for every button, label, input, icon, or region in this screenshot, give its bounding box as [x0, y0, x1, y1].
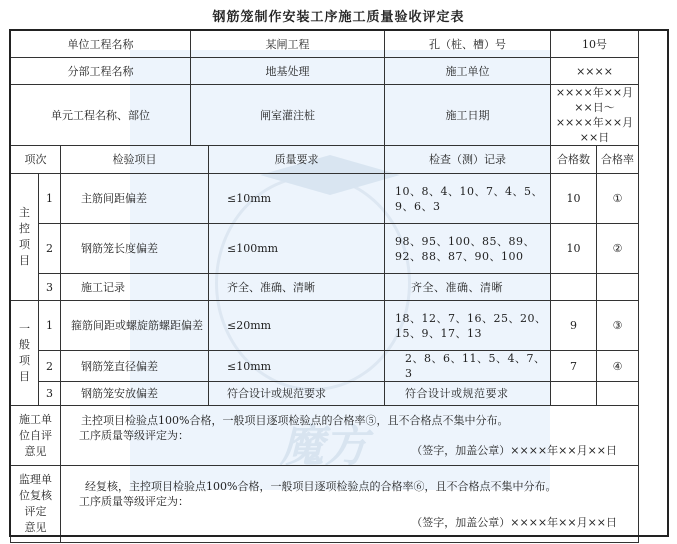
main-group-label: 主 控 项 目 — [11, 174, 39, 301]
pass-rate — [597, 382, 639, 406]
self-eval-statement: 主控项目检验点100%合格，一般项目逐项检验点的合格率⑤，且不合格点不集中分布。 — [81, 414, 509, 427]
check-item: 钢筋笼直径偏差 — [61, 351, 209, 382]
check-item: 钢筋笼长度偏差 — [61, 224, 209, 274]
supervisor-eval-signature: （签字，加盖公章）××××年××月××日 — [411, 515, 617, 529]
table-row — [11, 274, 639, 301]
row-no: 2 — [39, 351, 61, 382]
self-eval-content — [61, 406, 639, 466]
contractor-label: 施工单位 — [385, 58, 551, 85]
pass-rate — [597, 274, 639, 301]
table-row — [11, 301, 639, 351]
pass-count — [551, 274, 597, 301]
record: 18、12、7、16、25、20、15、9、17、13 — [385, 301, 551, 351]
row-no: 3 — [39, 274, 61, 301]
col-record: 检查（测）记录 — [385, 146, 551, 174]
table-row — [11, 351, 639, 382]
col-item: 项次 — [11, 146, 61, 174]
form-title: 钢筋笼制作安装工序施工质量验收评定表 — [212, 10, 465, 25]
table-row — [11, 224, 639, 274]
general-group-label: 一 般 项 目 — [11, 301, 39, 406]
pass-rate: ③ — [597, 301, 639, 351]
self-eval-signature: （签字，加盖公章）××××年××月××日 — [411, 444, 617, 457]
row-no: 2 — [39, 224, 61, 274]
unit-name-value: 闸室灌注桩 — [191, 85, 385, 146]
self-eval-label: 施工单 位自评 意见 — [11, 406, 61, 466]
pass-rate: ② — [597, 224, 639, 274]
record: 齐全、准确、清晰 — [385, 274, 551, 301]
row-no: 3 — [39, 382, 61, 406]
date-end: ××××年××月××日 — [555, 116, 634, 144]
requirement: 齐全、准确、清晰 — [209, 274, 385, 301]
record: 10、8、4、10、7、4、5、9、6、3 — [385, 174, 551, 224]
row-no: 1 — [39, 174, 61, 224]
supervisor-eval-grade: 工序质量等级评定为： — [79, 494, 189, 508]
col-check-item: 检验项目 — [61, 146, 209, 174]
record: 2、8、6、11、5、4、7、3 — [385, 351, 551, 382]
record: 98、95、100、85、89、92、88、87、90、100 — [385, 224, 551, 274]
pass-count: 10 — [551, 224, 597, 274]
date-label: 施工日期 — [385, 85, 551, 146]
pile-value: 10号 — [551, 31, 639, 58]
col-pass-rate: 合格率 — [597, 146, 639, 174]
self-eval-grade: 工序质量等级评定为： — [79, 429, 189, 442]
pass-count — [551, 382, 597, 406]
supervisor-eval-content — [61, 466, 639, 543]
division-value: 地基处理 — [191, 58, 385, 85]
col-requirement: 质量要求 — [209, 146, 385, 174]
check-item: 施工记录 — [61, 274, 209, 301]
pass-rate: ④ — [597, 351, 639, 382]
record: 符合设计或规范要求 — [385, 382, 551, 406]
pile-label: 孔（桩、槽）号 — [385, 31, 551, 58]
division-label: 分部工程名称 — [11, 58, 191, 85]
supervisor-eval-statement: 经复核，主控项目检验点100%合格，一般项目逐项检验点的合格率⑥，且不合格点不集中分布。 — [85, 479, 557, 493]
col-pass-count: 合格数 — [551, 146, 597, 174]
check-item: 钢筋笼安放偏差 — [61, 382, 209, 406]
requirement: ≤10mm — [209, 174, 385, 224]
table-row — [11, 174, 639, 224]
pass-count: 10 — [551, 174, 597, 224]
supervisor-eval-row — [11, 466, 639, 543]
contractor-value: ×××× — [551, 58, 639, 85]
date-start: ××××年××月××日～ — [555, 86, 634, 114]
requirement: ≤100mm — [209, 224, 385, 274]
date-value — [551, 85, 639, 146]
self-eval-row — [11, 406, 639, 466]
evaluation-table — [10, 30, 639, 543]
row-no: 1 — [39, 301, 61, 351]
table-row — [11, 382, 639, 406]
requirement: ≤20mm — [209, 301, 385, 351]
pass-rate: ① — [597, 174, 639, 224]
check-item: 箍筋间距或螺旋筋螺距偏差 — [61, 301, 209, 351]
pass-count: 7 — [551, 351, 597, 382]
unit-project-label: 单位工程名称 — [11, 31, 191, 58]
supervisor-eval-label: 监理单 位复核 评定 意见 — [11, 466, 61, 543]
unit-project-value: 某闸工程 — [191, 31, 385, 58]
requirement: ≤10mm — [209, 351, 385, 382]
watermark-text: 魔方 — [280, 421, 368, 472]
check-item: 主筋间距偏差 — [61, 174, 209, 224]
unit-name-label: 单元工程名称、部位 — [11, 85, 191, 146]
requirement: 符合设计或规范要求 — [209, 382, 385, 406]
pass-count: 9 — [551, 301, 597, 351]
